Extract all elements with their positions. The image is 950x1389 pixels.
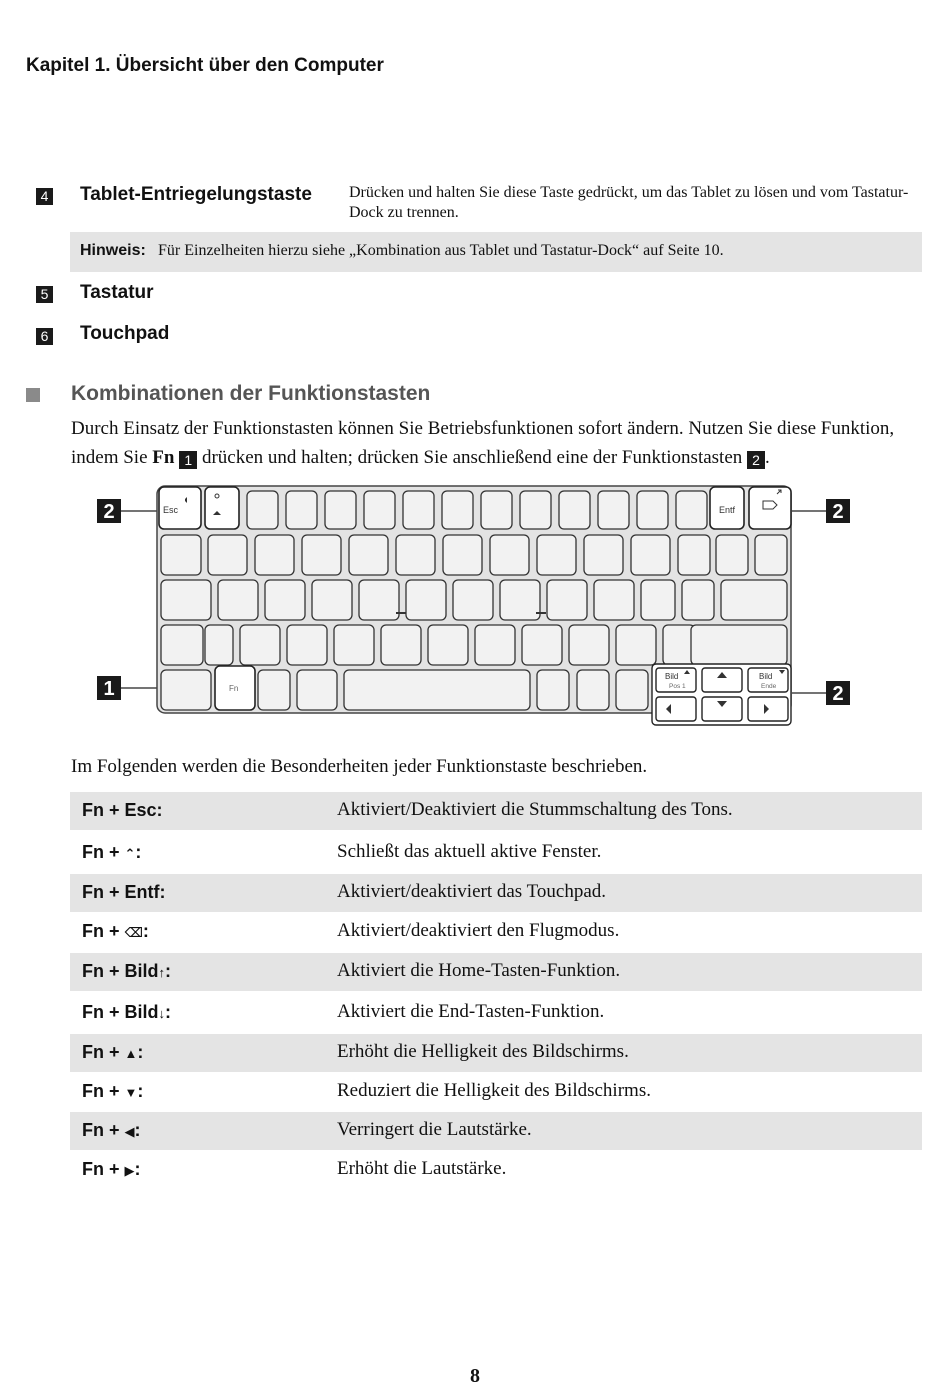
key bbox=[359, 580, 399, 620]
key bbox=[161, 625, 203, 665]
key bbox=[406, 580, 446, 620]
shortcut-key: Fn + Bild↑: bbox=[82, 961, 171, 981]
key bbox=[255, 535, 294, 575]
key bbox=[442, 491, 473, 529]
key bbox=[490, 535, 529, 575]
key bbox=[205, 625, 233, 665]
key bbox=[598, 491, 629, 529]
key bbox=[676, 491, 707, 529]
key bbox=[302, 535, 341, 575]
shortcut-description: Aktiviert die End-Tasten-Funktion. bbox=[337, 1001, 605, 1022]
key bbox=[537, 535, 576, 575]
intro-text-2: drücken und halten; drücken Sie anschließend eine der Funktionstasten bbox=[201, 447, 743, 468]
airplane-mode-key bbox=[749, 487, 791, 529]
key bbox=[381, 625, 421, 665]
keyboard-illustration bbox=[95, 483, 865, 738]
shortcut-row bbox=[70, 1034, 922, 1072]
key bbox=[755, 535, 787, 575]
key bbox=[616, 670, 648, 710]
item-number-badge: 5 bbox=[36, 286, 53, 303]
key bbox=[481, 491, 512, 529]
shortcut-key: Fn + ▼: bbox=[82, 1081, 144, 1101]
shortcut-row bbox=[70, 792, 922, 830]
intro-fn-key: Fn bbox=[152, 447, 175, 468]
shortcut-description: Aktiviert/deaktiviert den Flugmodus. bbox=[337, 920, 620, 941]
item-title-touchpad: Touchpad bbox=[80, 323, 170, 344]
key bbox=[500, 580, 540, 620]
callout-label: 2 bbox=[103, 501, 115, 523]
intro-text-1: Durch Einsatz der Funktionstasten können Sie Betriebsfunktionen sofort ändern. Nutzen Sie diese Funktion, indem Sie bbox=[71, 418, 895, 468]
key bbox=[537, 670, 569, 710]
item-number-badge: 4 bbox=[36, 188, 53, 205]
key bbox=[349, 535, 388, 575]
key bbox=[453, 580, 493, 620]
section-bullet-icon bbox=[26, 388, 40, 402]
shortcut-key: Fn + ▲: bbox=[82, 1042, 144, 1062]
shortcut-description: Erhöht die Helligkeit des Bildschirms. bbox=[337, 1041, 629, 1062]
callout-label: 1 bbox=[103, 678, 115, 700]
key bbox=[247, 491, 278, 529]
key bbox=[663, 625, 695, 665]
key bbox=[691, 625, 787, 665]
shortcut-key: Fn + ◀: bbox=[82, 1120, 141, 1140]
item-title-tablet-release: Tablet-Entriegelungstaste bbox=[80, 184, 312, 205]
key bbox=[721, 580, 787, 620]
page-down-label: Bild bbox=[759, 672, 773, 681]
key bbox=[428, 625, 468, 665]
intro-end: . bbox=[765, 447, 770, 468]
key bbox=[258, 670, 290, 710]
key bbox=[218, 580, 258, 620]
key bbox=[334, 625, 374, 665]
item-description-tablet-release: Drücken und halten Sie diese Taste gedrückt, um das Tablet zu lösen und vom Tastatur-Dock zu trennen. bbox=[349, 184, 909, 221]
key-bump bbox=[396, 612, 406, 614]
backspace-icon: ⌫ bbox=[124, 925, 143, 940]
key bbox=[443, 535, 482, 575]
key bbox=[520, 491, 551, 529]
shortcut-description: Aktiviert/Deaktiviert die Stummschaltung des Tons. bbox=[337, 799, 733, 820]
close-window-key bbox=[205, 487, 239, 529]
key bbox=[522, 625, 562, 665]
item-title-keyboard: Tastatur bbox=[80, 282, 154, 303]
note-text: Für Einzelheiten hierzu siehe „Kombination aus Tablet und Tastatur-Dock“ auf Seite 10. bbox=[158, 242, 724, 259]
key bbox=[631, 535, 670, 575]
key bbox=[678, 535, 710, 575]
shortcut-row bbox=[70, 1112, 922, 1150]
shortcut-description: Schließt das aktuell aktive Fenster. bbox=[337, 841, 602, 862]
key bbox=[161, 535, 201, 575]
descriptions-intro: Im Folgenden werden die Besonderheiten jeder Funktionstaste beschrieben. bbox=[71, 756, 648, 777]
note-box bbox=[70, 232, 922, 272]
key bbox=[569, 625, 609, 665]
callout-label: 2 bbox=[832, 683, 844, 705]
section-intro bbox=[71, 414, 931, 472]
key bbox=[682, 580, 714, 620]
brightness-down-key bbox=[702, 697, 742, 721]
key bbox=[287, 625, 327, 665]
key bbox=[240, 625, 280, 665]
chapter-heading: Kapitel 1. Übersicht über den Computer bbox=[26, 55, 384, 76]
key bbox=[403, 491, 434, 529]
key bbox=[584, 535, 623, 575]
shortcut-description: Verringert die Lautstärke. bbox=[337, 1119, 532, 1140]
key bbox=[637, 491, 668, 529]
key bbox=[265, 580, 305, 620]
shortcut-row bbox=[70, 874, 922, 912]
fn-key-label: Fn bbox=[229, 684, 239, 693]
shortcut-row bbox=[70, 1151, 922, 1189]
shortcut-description: Aktiviert die Home-Tasten-Funktion. bbox=[337, 960, 621, 981]
key bbox=[325, 491, 356, 529]
page-up-label: Bild bbox=[665, 672, 679, 681]
intro-badge-1: 1 bbox=[179, 451, 197, 469]
shortcut-key: Fn + ⌃: bbox=[82, 842, 142, 862]
triangle-left-icon: ◀ bbox=[124, 1124, 135, 1139]
key-bump bbox=[536, 612, 546, 614]
key bbox=[594, 580, 634, 620]
volume-down-key bbox=[656, 697, 696, 721]
triangle-down-icon: ▼ bbox=[124, 1085, 138, 1100]
key bbox=[396, 535, 435, 575]
shortcut-description: Reduziert die Helligkeit des Bildschirms. bbox=[337, 1080, 651, 1101]
shortcut-row bbox=[70, 994, 922, 1032]
section-title: Kombinationen der Funktionstasten bbox=[71, 382, 431, 405]
key bbox=[577, 670, 609, 710]
key bbox=[161, 670, 211, 710]
item-number-badge: 6 bbox=[36, 328, 53, 345]
intro-badge-2: 2 bbox=[747, 451, 765, 469]
shortcut-key: Fn + Esc: bbox=[82, 800, 163, 820]
ende-label: Ende bbox=[761, 683, 777, 690]
brightness-up-key bbox=[702, 668, 742, 692]
key bbox=[616, 625, 656, 665]
arrow-up-icon: ↑ bbox=[158, 965, 165, 980]
arrow-down-icon: ↓ bbox=[158, 1006, 165, 1021]
spacebar-key bbox=[344, 670, 530, 710]
key bbox=[475, 625, 515, 665]
caret-icon: ⌃ bbox=[124, 846, 136, 861]
shortcut-key: Fn + Entf: bbox=[82, 882, 166, 902]
triangle-right-icon: ▶ bbox=[124, 1163, 135, 1178]
callout-label: 2 bbox=[832, 501, 844, 523]
entf-key-label: Entf bbox=[719, 505, 736, 515]
shortcut-row bbox=[70, 1073, 922, 1111]
key bbox=[312, 580, 352, 620]
esc-key-label: Esc bbox=[163, 505, 179, 515]
key bbox=[364, 491, 395, 529]
note-label: Hinweis: bbox=[80, 242, 146, 259]
pos1-label: Pos 1 bbox=[669, 683, 686, 690]
key bbox=[208, 535, 247, 575]
key bbox=[161, 580, 211, 620]
key bbox=[547, 580, 587, 620]
key bbox=[716, 535, 748, 575]
shortcut-key: Fn + ⌫: bbox=[82, 921, 149, 941]
shortcut-description: Aktiviert/deaktiviert das Touchpad. bbox=[337, 881, 606, 902]
shortcut-key: Fn + Bild↓: bbox=[82, 1002, 171, 1022]
shortcut-row bbox=[70, 913, 922, 951]
triangle-up-icon: ▲ bbox=[124, 1046, 138, 1061]
shortcut-key: Fn + ▶: bbox=[82, 1159, 141, 1179]
key bbox=[641, 580, 675, 620]
shortcut-row bbox=[70, 834, 922, 872]
shortcut-row bbox=[70, 953, 922, 991]
page-number: 8 bbox=[470, 1365, 480, 1387]
shortcut-description: Erhöht die Lautstärke. bbox=[337, 1158, 507, 1179]
key bbox=[297, 670, 337, 710]
key bbox=[286, 491, 317, 529]
key bbox=[559, 491, 590, 529]
